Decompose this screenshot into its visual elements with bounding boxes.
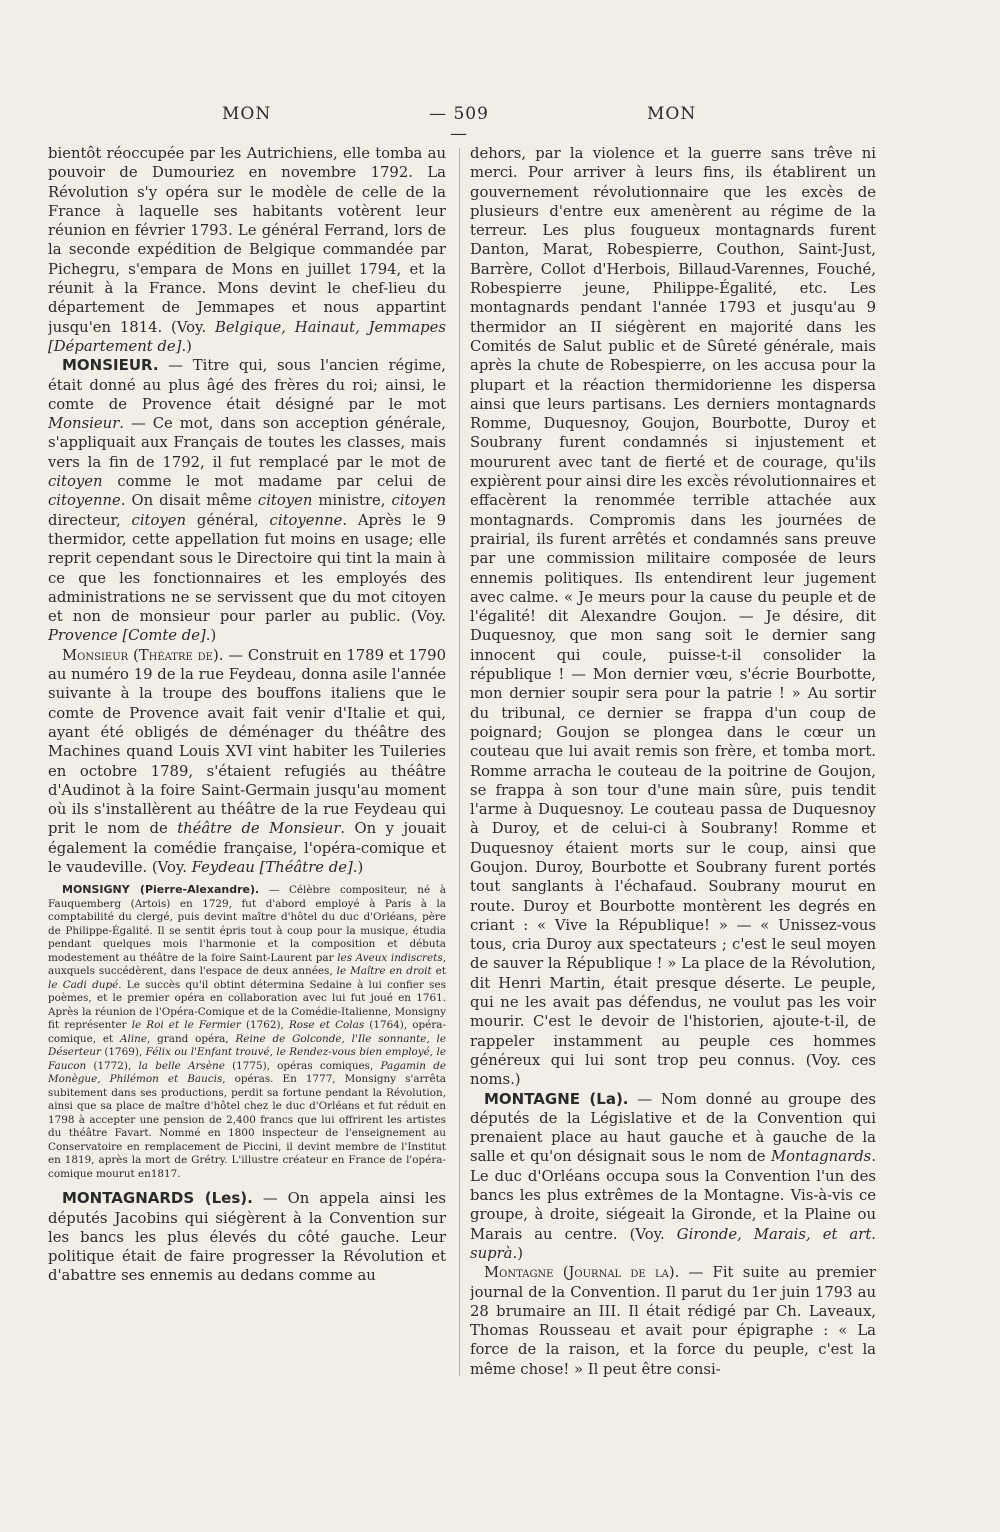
entry-heading: Montagne (Journal de la). — [484, 1264, 680, 1282]
mons-paragraph: bientôt réoccupée par les Autrichiens, elle tomba au pouvoir de Dumouriez en novembre 1792. La Révolution s'y opéra sur le modèle de celle de la France à laquelle ses habitants votèrent leur réunion en février 1793. Le général Ferrand, lors de la seconde expédition de Belgique commandée par Pichegru, s'empara de Mons en juillet 1794, et la réunit à la France. Mons devint le chef-lieu du département de Jemmapes et nous appartint jusqu'en 1814. (Voy. Belgique, Hainaut, Jemmapes [Département de].) — [48, 145, 446, 355]
entry-montagne: MONTAGNE (La). — Nom donné au groupe des députés de la Législative et de la Convention qui prenaient place au haut gauche et à gauche de la salle et qu'on désignait sous le nom de Montagnards. Le duc d'Orléans occupa sous la Convention l'un des bancs les plus extrêmes de la Montagne. Vis-à-vis ce groupe, à droite, siégeait la Gironde, et la Plaine ou Marais au centre. (Voy. Gironde, Marais, et art. suprà.) — [470, 1089, 876, 1262]
right-column — [470, 144, 876, 1384]
entry-monsieur: MONSIEUR. — Titre qui, sous l'ancien régime, était donné au plus âgé des frères du roi; ainsi, le comte de Provence était désigné par le mot Monsieur. — Ce mot, dans son acception générale, s'appliquait aux Français de toutes les classes, mais vers la fin de 1792, il fut remplacé par le mot de citoyen comme le mot madame par celui de citoyenne. On disait même citoyen ministre, citoyen directeur, citoyen général, citoyenne. Après le 9 thermidor, cette appellation fut moins en usage; elle reprit cependant sous le Directoire qui tint la main à ce que les fonctionnaires et les employés des administrations ne se servissent que du mot citoyen et non de monsieur pour parler au public. (Voy. Provence [Comte de].) — [48, 356, 446, 645]
header-left: MON — [222, 104, 272, 124]
entry-monsigny: MONSIGNY (Pierre-Alexandre). — Célèbre compositeur, né à Fauquemberg (Artois) en 1729, fut d'abord employé à Paris à la comptabilité du clergé, puis devint maître d'hôtel du duc d'Orléans, père de Philippe-Égalité. Il se sentit épris tout à coup pour la musique, étudia pendant quelques mois l'harmonie et la composition et débuta modestement au théâtre de la foire Saint-Laurent par les Aveux indiscrets, auxquels succédèrent, dans l'espace de deux années, le Maître en droit et le Cadi dupé. Le succès qu'il obtint détermina Sedaine à lui confier ses poèmes, et le premier opéra en collaboration avec lui fut joué en 1761. Après la réunion de l'Opéra-Comique et de la Comédie-Italienne, Monsigny fit représenter le Roi et le Fermier (1762), Rose et Colas (1764), opéra-comique, et Aline, grand opéra, Reine de Golconde, l'Ile sonnante, le Déserteur (1769), Félix ou l'Enfant trouvé, le Rendez-vous bien employé, le Faucon (1772), la belle Arsène (1775), opéras comiques, Pagamin de Monègue, Philémon et Baucis, opéras. En 1777, Monsigny s'arrêta subitement dans ses productions, perdit sa fortune pendant la Révolution, ainsi que sa place de maître d'hôtel chez le duc d'Orléans et fut réduit en 1798 à accepter une pension de 2,400 francs que lui offrirent les artistes du théâtre Favart. Nommé en 1800 inspecteur de l'enseignement au Conservatoire en remplacement de Piccini, il devint membre de l'Institut en 1819, après la mort de Grétry. L'illustre créateur en France de l'opéra-comique mourut en1817. — [48, 883, 446, 1180]
entry-heading: Monsieur (Théatre de). — [62, 646, 224, 664]
left-column — [48, 144, 446, 1384]
entry-montagnards: MONTAGNARDS (Les). — On appela ainsi les députés Jacobins qui siégèrent à la Convention sur les bancs les plus élevés du côté gauche. Leur politique était de faire progresser la Révolution et d'abattre ses ennemis au dedans comme au — [48, 1189, 446, 1285]
entry-heading: MONSIGNY (Pierre-Alexandre). — [62, 883, 260, 897]
page-number: — 509 — — [429, 104, 489, 144]
header-right: MON — [647, 104, 697, 124]
entry-heading: MONSIEUR. — [62, 356, 159, 375]
entry-heading: MONTAGNARDS (Les). — [62, 1189, 253, 1208]
montagnards-continued: dehors, par la violence et la guerre sans trêve ni merci. Pour arriver à leurs fins, ils établirent un gouvernement révolutionnaire que les excès de plusieurs d'entre eux amenèrent au régime de la terreur. Les plus fougueux montagnards furent Danton, Marat, Robespierre, Couthon, Saint-Just, Barrère, Collot d'Herbois, Billaud-Varennes, Fouché, Robespierre jeune, Philippe-Égalité, etc. Les montagnards pendant l'année 1793 et jusqu'au 9 thermidor an II siégèrent en majorité dans les Comités de Salut public et de Sûreté générale, mais après la chute de Robespierre, on les accusa pour la plupart et la réaction thermidorienne les dispersa ainsi que leurs partisans. Les derniers montagnards Romme, Duquesnoy, Goujon, Bourbotte, Duroy et Soubrany furent condamnés si injustement et moururent avec tant de fierté et de courage, qu'ils expièrent pour ainsi dire les excès révolutionnaires et effacèrent la renommée terrible attachée aux montagnards. Compromis dans les journées de prairial, ils furent arrêtés et condamnés sans preuve par une commission militaire composée de leurs ennemis politiques. Ils entendirent leur jugement avec calme. « Je meurs pour la cause du peuple et de l'égalité! dit Alexandre Goujon. — Je désire, dit Duquesnoy, que mon sang soit le dernier sang innocent qui coule, puisse-t-il consolider la république ! — Mon dernier vœu, s'écrie Bourbotte, mon dernier soupir sera pour la patrie ! » Au sortir du tribunal, ce dernier se frappa d'un coup de poignard; Goujon se plongea dans le cœur un couteau que lui avait remis son frère, et tomba mort. Romme arracha le couteau de la poitrine de Goujon, se frappa à son tour d'une main sûre, puis tendit l'arme à Duquesnoy. Le couteau passa de Duquesnoy à Duroy, et de celui-ci à Soubrany! Romme et Duquesnoy étaient morts sur le coup, ainsi que Goujon. Duroy, Bourbotte et Soubrany furent portés tout sanglants à l'échafaud. Soubrany mourut en route. Duroy et Bourbotte montèrent les degrés en criant : « Vive la République! » — « Unissez-vous tous, cria Duroy aux spectateurs ; c'est le seul moyen de sauver la République ! » La place de la Révolution, dit Henri Martin, était presque déserte. Le peuple, qui ne les avait pas défendus, ne voulut pas les voir mourir. C'est le devoir de l'historien, ajoute-t-il, de rappeler instamment au peuple ces hommes généreux qui lui sont trop peu connus. (Voy. ces noms.) — [470, 145, 876, 1089]
running-header — [0, 104, 1000, 144]
entry-heading: MONTAGNE (La). — [484, 1089, 629, 1108]
entry-theatre-monsieur: Monsieur (Théatre de). — Construit en 1789 et 1790 au numéro 19 de la rue Feydeau, donna asile l'année suivante à la troupe des bouffons italiens que le comte de Provence avait fait venir d'Italie et qui, ayant été obligés de déménager du théâtre des Machines quand Louis XVI vint habiter les Tuileries en octobre 1789, s'étaient refugiés au théâtre d'Audinot à la foire Saint-Germain jusqu'au moment où ils s'installèrent au théâtre de la rue Feydeau qui prit le nom de théâtre de Monsieur. On y jouait également la comédie française, l'opéra-comique et le vaudeville. (Voy. Feydeau [Théâtre de].) — [48, 646, 446, 876]
entry-journal-montagne: Montagne (Journal de la). — Fit suite au premier journal de la Convention. Il parut du 1er juin 1793 au 28 brumaire an III. Il était rédigé par Ch. Laveaux, Thomas Rousseau et avait pour épigraphe : « La force de la raison, et la force du peuple, c'est la même chose! » Il peut être consi- — [470, 1264, 876, 1378]
column-divider — [459, 148, 460, 1376]
